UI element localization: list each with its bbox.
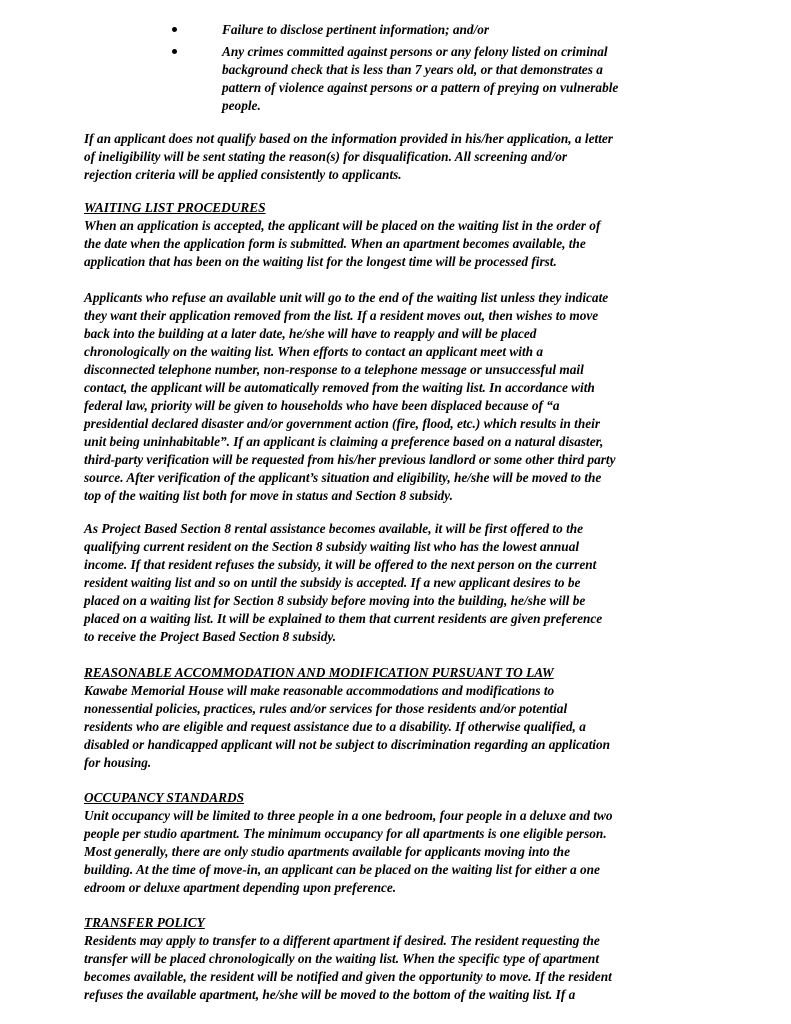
text-line: Any crimes committed against persons or any felony listed on criminal xyxy=(222,44,608,59)
text-line: rejection criteria will be applied consistently to applicants. xyxy=(84,167,402,182)
text-line: pattern of violence against persons or a pattern of preying on vulnerable xyxy=(222,80,619,95)
text-line: of ineligibility will be sent stating the reason(s) for disqualification. All screening and/or xyxy=(84,149,568,164)
text-line: becomes available, the resident will be notified and given the opportunity to move. If the resident xyxy=(84,969,612,984)
accommodation-section xyxy=(84,664,714,772)
text-line: As Project Based Section 8 rental assistance becomes available, it will be first offered to the xyxy=(84,521,584,536)
text-line: nonessential policies, practices, rules and/or services for those residents and/or potential xyxy=(84,701,568,716)
text-line: chronologically on the waiting list. When efforts to contact an applicant meet with a xyxy=(84,344,544,359)
transfer-section xyxy=(84,914,714,1004)
text-line: back into the building at a later date, he/she will have to reapply and will be placed xyxy=(84,326,537,341)
text-line: refuses the available apartment, he/she will be moved to the bottom of the waiting list. If a xyxy=(84,987,576,1002)
text-line: source. After verification of the applicant’s situation and eligibility, he/she will be moved to the xyxy=(84,470,602,485)
text-line: they want their application removed from the list. If a resident moves out, then wishes to move xyxy=(84,308,599,323)
text-line: Kawabe Memorial House will make reasonable accommodations and modifications to xyxy=(84,683,555,698)
text-line: placed on a waiting list. It will be explained to them that current residents are given preference xyxy=(84,611,603,626)
ineligibility-paragraph xyxy=(84,130,714,184)
text-line: people per studio apartment. The minimum occupancy for all apartments is one eligible person. xyxy=(84,826,607,841)
text-line: federal law, priority will be given to households who have been displaced because of “a xyxy=(84,398,560,413)
bullet-dot-icon xyxy=(172,49,177,54)
text-line: contact, the applicant will be automatically removed from the waiting list. In accordance with xyxy=(84,380,595,395)
text-line: When an application is accepted, the applicant will be placed on the waiting list in the order of xyxy=(84,218,601,233)
text-line: income. If that resident refuses the subsidy, it will be offered to the next person on the current xyxy=(84,557,597,572)
text-line: If an applicant does not qualify based on the information provided in his/her application, a letter xyxy=(84,131,613,146)
bullet-item xyxy=(172,43,672,115)
text-line: third-party verification will be requested from his/her previous landlord or some other third party xyxy=(84,452,616,467)
text-line: disconnected telephone number, non-response to a telephone message or unsuccessful mail xyxy=(84,362,584,377)
text-line: application that has been on the waiting list for the longest time will be processed first. xyxy=(84,254,557,269)
occupancy-section xyxy=(84,789,714,897)
bullet-item xyxy=(172,21,672,39)
text-line: building. At the time of move-in, an applicant can be placed on the waiting list for either a one xyxy=(84,862,600,877)
text-line: for housing. xyxy=(84,755,152,770)
text-line: resident waiting list and so on until the subsidy is accepted. If a new applicant desires to be xyxy=(84,575,581,590)
text-line: top of the waiting list both for move in status and Section 8 subsidy. xyxy=(84,488,453,503)
text-line: unit being uninhabitable”. If an applicant is claiming a preference based on a natural disaster, xyxy=(84,434,604,449)
text-line: Failure to disclose pertinent information; and/or xyxy=(222,22,490,37)
text-line: Unit occupancy will be limited to three people in a one bedroom, four people in a deluxe and two xyxy=(84,808,613,823)
text-line: people. xyxy=(222,98,261,113)
criteria-bullet-list xyxy=(172,21,672,119)
text-line: presidential declared disaster and/or government action (fire, flood, etc.) which results in their xyxy=(84,416,600,431)
text-line: edroom or deluxe apartment depending upon preference. xyxy=(84,880,397,895)
text-line: background check that is less than 7 years old, or that demonstrates a xyxy=(222,62,603,77)
waiting-list-paragraph-2 xyxy=(84,289,714,505)
waiting-list-section xyxy=(84,199,714,271)
section-heading: REASONABLE ACCOMMODATION AND MODIFICATION PURSUANT TO LAW xyxy=(84,665,554,680)
section-heading: OCCUPANCY STANDARDS xyxy=(84,790,244,805)
waiting-list-paragraph-3 xyxy=(84,520,714,646)
text-line: disabled or handicapped applicant will not be subject to discrimination regarding an application xyxy=(84,737,611,752)
text-line: qualifying current resident on the Section 8 subsidy waiting list who has the lowest annual xyxy=(84,539,580,554)
text-line: placed on a waiting list for Section 8 subsidy before moving into the building, he/she will be xyxy=(84,593,586,608)
text-line: transfer will be placed chronologically on the waiting list. When the specific type of apartment xyxy=(84,951,600,966)
text-line: residents who are eligible and request assistance due to a disability. If otherwise qualified, a xyxy=(84,719,586,734)
text-line: the date when the application form is submitted. When an apartment becomes available, the xyxy=(84,236,586,251)
section-heading: WAITING LIST PROCEDURES xyxy=(84,200,266,215)
text-line: Applicants who refuse an available unit will go to the end of the waiting list unless they indicate xyxy=(84,290,609,305)
text-line: Most generally, there are only studio apartments available for applicants moving into the xyxy=(84,844,570,859)
bullet-dot-icon xyxy=(172,27,177,32)
text-line: to receive the Project Based Section 8 subsidy. xyxy=(84,629,337,644)
section-heading: TRANSFER POLICY xyxy=(84,915,205,930)
text-line: Residents may apply to transfer to a different apartment if desired. The resident requesting the xyxy=(84,933,600,948)
